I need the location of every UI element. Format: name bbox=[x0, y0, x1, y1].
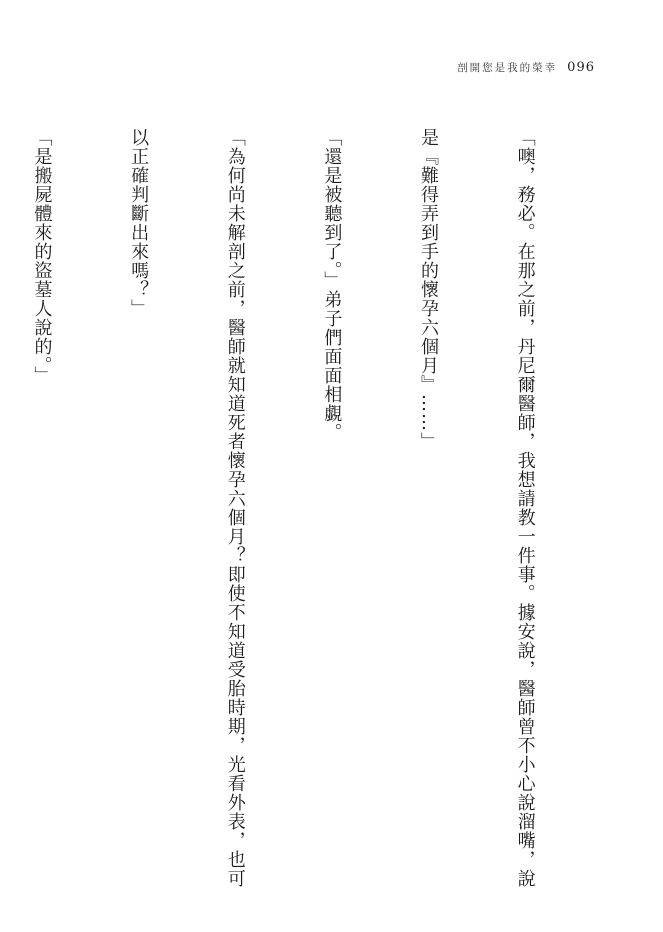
text-line: 「噢，務必。在那之前，丹尼爾醫師，我想請教一件事。據安說，醫師曾不小心說溜嘴，說 bbox=[514, 128, 536, 888]
text-line: 是『難得弄到手的懷孕六個月』……」 bbox=[417, 128, 439, 451]
text-line: 「還是被聽到了。」弟子們面面相覷。 bbox=[321, 128, 343, 442]
text-line: 以正確判斷出來嗎？」 bbox=[128, 128, 150, 318]
page-number: 096 bbox=[567, 60, 595, 75]
body-text bbox=[0, 128, 605, 888]
running-header bbox=[457, 60, 595, 75]
book-title: 剖開您是我的榮幸 bbox=[457, 62, 558, 74]
text-line: 「是搬屍體來的盜墓人說的。」 bbox=[31, 128, 53, 385]
text-line: 「為何尚未解剖之前，醫師就知道死者懷孕六個月？即使不知道受胎時期，光看外表，也可 bbox=[224, 128, 246, 888]
